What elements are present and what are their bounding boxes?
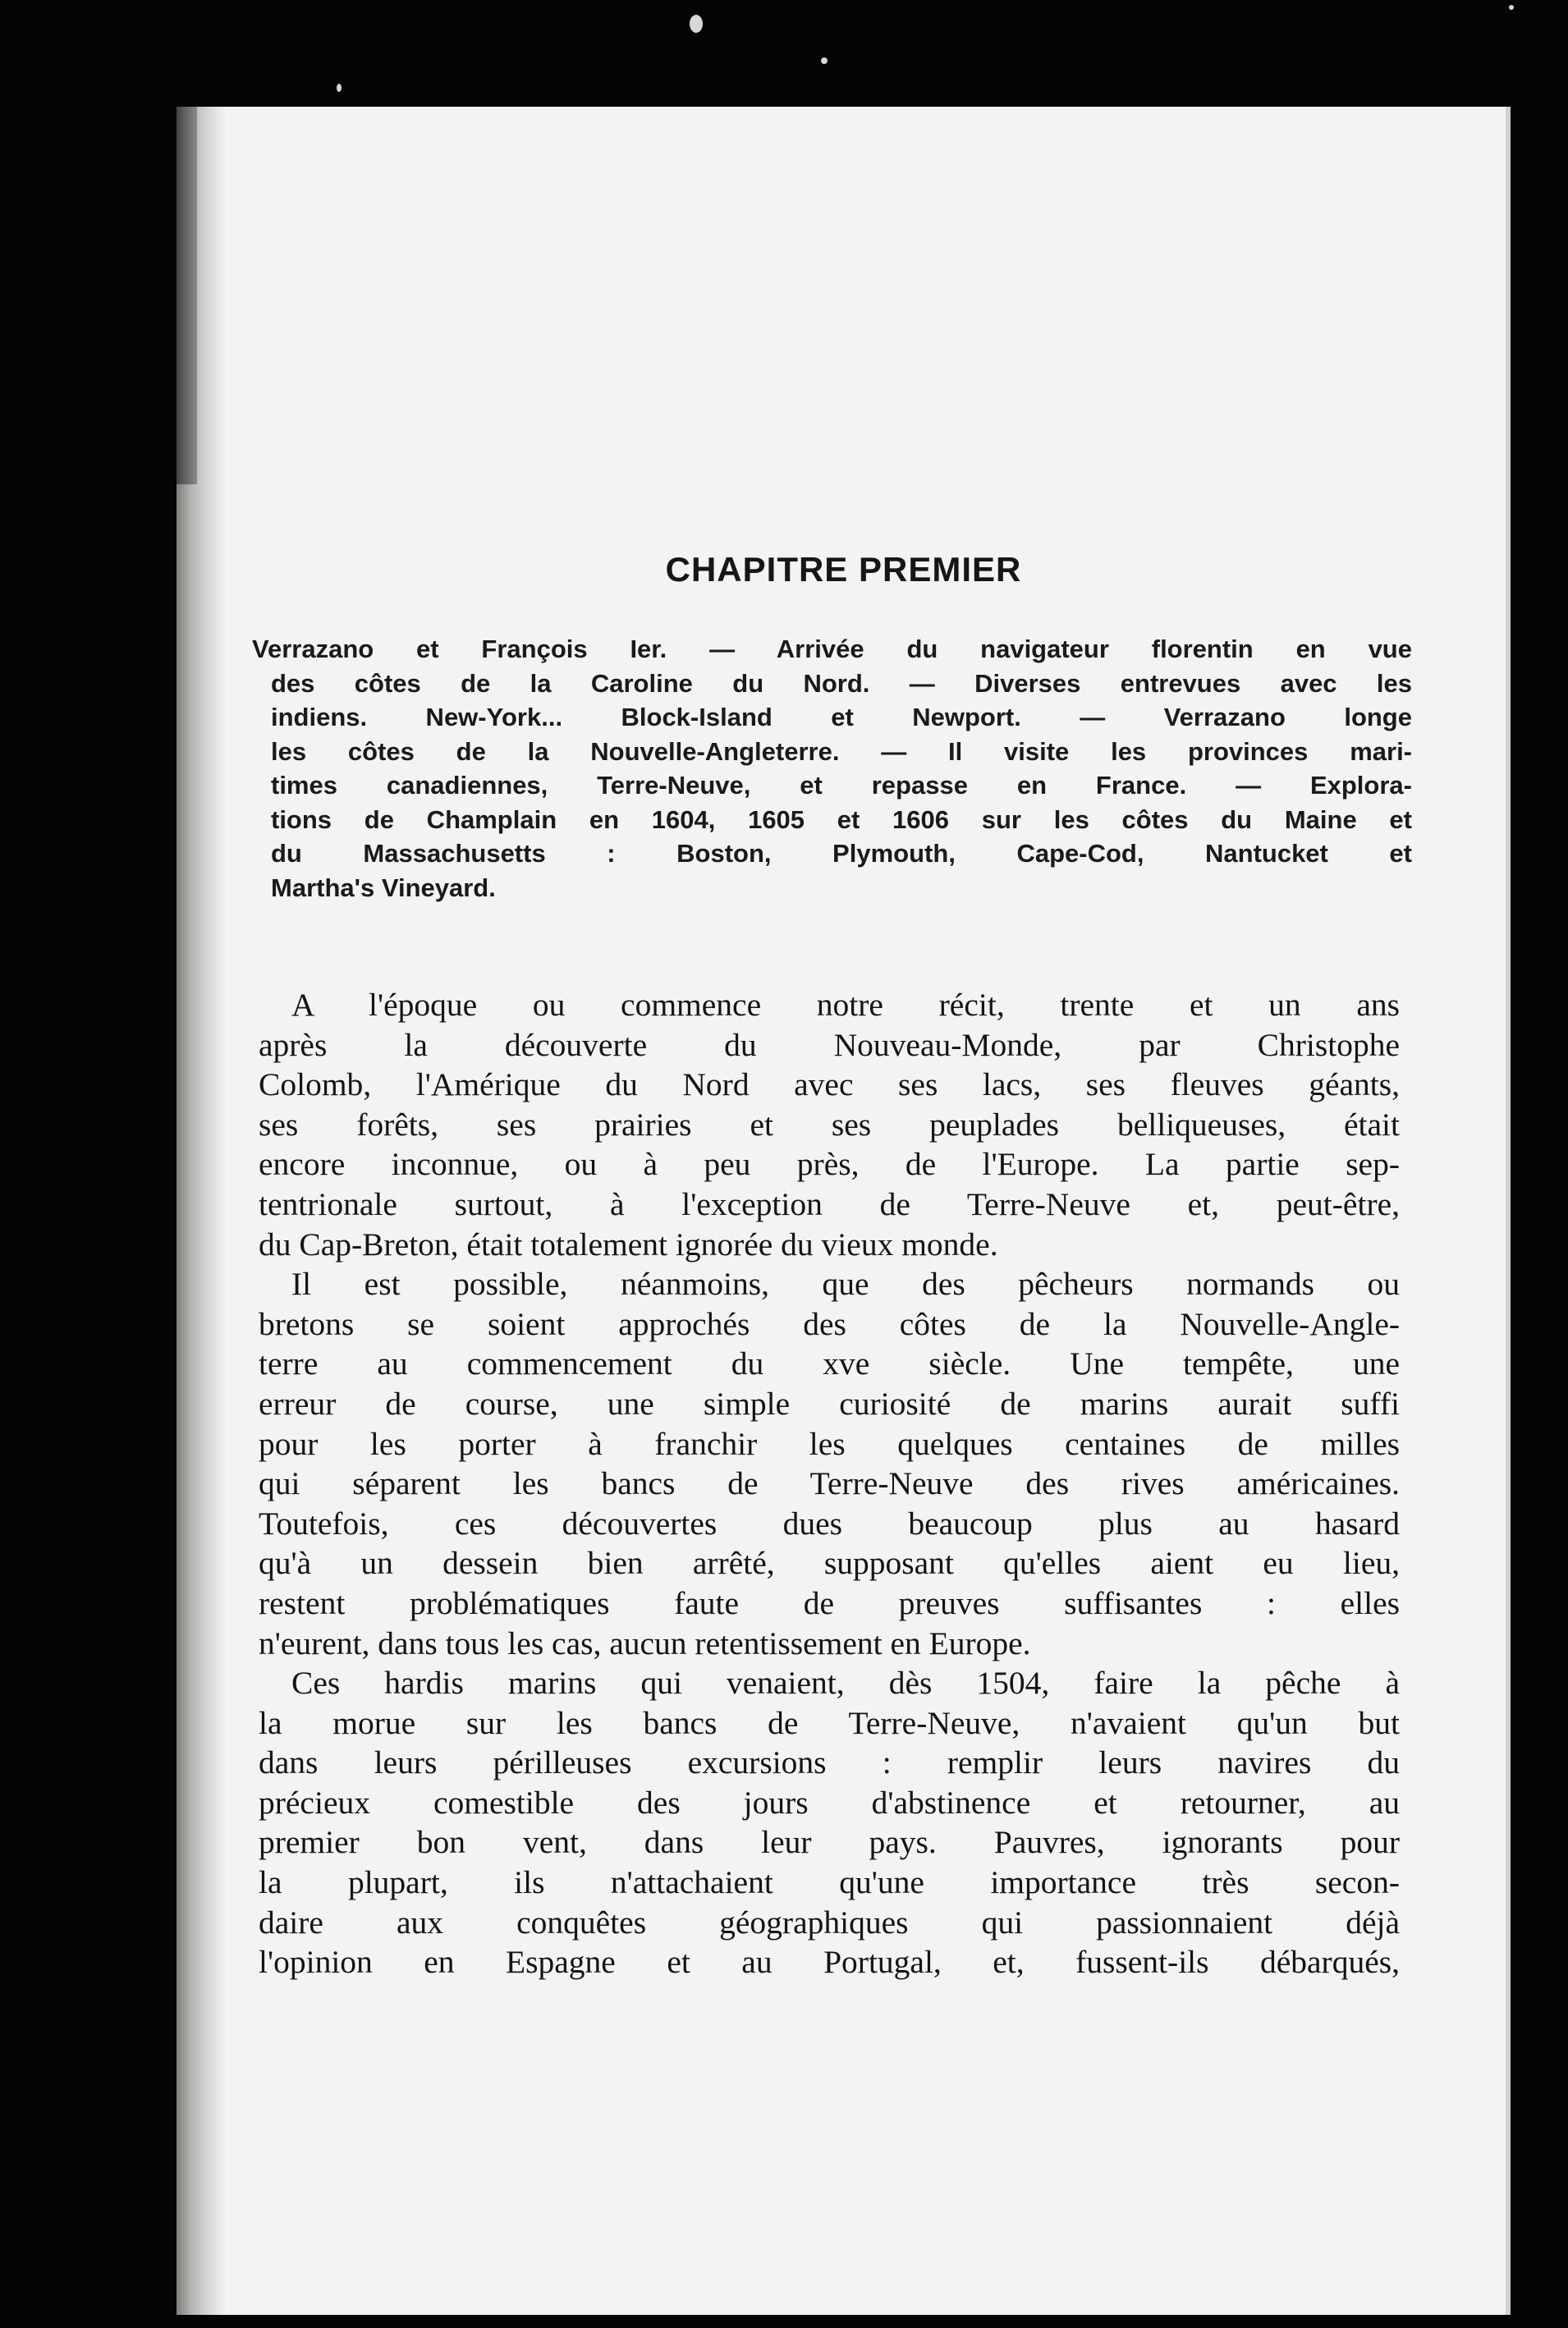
summary-line: du Massachusetts : Boston, Plymouth, Cape-Cod, Nantucket et: [271, 839, 1412, 868]
film-speck: [1509, 5, 1514, 10]
film-speck: [337, 84, 342, 92]
text-line: bretons se soient approchés des côtes de la Nouvelle-Angle-: [259, 1305, 1400, 1342]
summary-line: tions de Champlain en 1604, 1605 et 1606 sur les côtes du Maine et: [271, 804, 1412, 834]
summary-line: times canadiennes, Terre-Neuve, et repasse en France. — Explora-: [271, 771, 1412, 800]
summary-line: les côtes de la Nouvelle-Angleterre. — Il visite les provinces mari-: [271, 736, 1412, 766]
text-line: la plupart, ils n'attachaient qu'une importance très secon-: [259, 1864, 1400, 1901]
chapter-summary: [252, 632, 1412, 905]
paragraph: [259, 985, 1400, 1264]
text-line: premier bon vent, dans leur pays. Pauvres, ignorants pour: [259, 1824, 1400, 1861]
summary-line: Martha's Vineyard.: [271, 873, 496, 902]
text-line: après la découverte du Nouveau-Monde, par Christophe: [259, 1026, 1400, 1063]
text-line: Il est possible, néanmoins, que des pêcheurs normands ou: [291, 1266, 1400, 1303]
paragraph: [259, 1264, 1400, 1663]
summary-line: indiens. New-York... Block-Island et Newport. — Verrazano longe: [271, 703, 1412, 731]
text-line: n'eurent, dans tous les cas, aucun retentissement en Europe.: [259, 1625, 1031, 1661]
body-text: [259, 985, 1400, 1982]
book-page: [177, 107, 1511, 2315]
text-line: pour les porter à franchir les quelques centaines de milles: [259, 1425, 1400, 1462]
text-line: du Cap-Breton, était totalement ignorée du vieux monde.: [259, 1226, 998, 1263]
text-line: daire aux conquêtes géographiques qui passionnaient déjà: [259, 1904, 1400, 1941]
text-line: tentrionale surtout, à l'exception de Terre-Neuve et, peut-être,: [259, 1185, 1400, 1222]
text-line: précieux comestible des jours d'abstinence et retourner, au: [259, 1784, 1400, 1821]
text-line: terre au commencement du xve siècle. Une tempête, une: [259, 1345, 1400, 1382]
page-gutter-dark: [177, 107, 197, 484]
text-line: Toutefois, ces découvertes dues beaucoup plus au hasard: [259, 1505, 1400, 1542]
text-line: encore inconnue, ou à peu près, de l'Europe. La partie sep-: [259, 1146, 1400, 1183]
text-line: restent problématiques faute de preuves suffisantes : elles: [259, 1584, 1400, 1621]
summary-line: des côtes de la Caroline du Nord. — Diverses entrevues avec les: [271, 668, 1412, 698]
text-line: A l'époque ou commence notre récit, trente et un ans: [291, 987, 1400, 1023]
chapter-title: CHAPITRE PREMIER: [665, 550, 1022, 589]
text-line: qui séparent les bancs de Terre-Neuve des rives américaines.: [259, 1465, 1400, 1502]
film-speck: [821, 57, 828, 64]
text-line: la morue sur les bancs de Terre-Neuve, n'avaient qu'un but: [259, 1704, 1400, 1741]
film-speck: [690, 15, 703, 33]
text-line: l'opinion en Espagne et au Portugal, et, fussent-ils débarqués,: [259, 1944, 1400, 1981]
text-line: dans leurs périlleuses excursions : remplir leurs navires du: [259, 1744, 1400, 1781]
text-line: ses forêts, ses prairies et ses peuplades belliqueuses, était: [259, 1106, 1400, 1143]
text-line: Ces hardis marins qui venaient, dès 1504, faire la pêche à: [291, 1665, 1400, 1702]
text-line: qu'à un dessein bien arrêté, supposant qu'elles aient eu lieu,: [259, 1545, 1400, 1582]
text-line: erreur de course, une simple curiosité de marins aurait suffi: [259, 1385, 1400, 1422]
paragraph: [259, 1663, 1400, 1982]
summary-line: Verrazano et François Ier. — Arrivée du navigateur florentin en vue: [252, 635, 1412, 663]
page-right-edge: [1506, 107, 1511, 2315]
text-line: Colomb, l'Amérique du Nord avec ses lacs, ses fleuves géants,: [259, 1066, 1400, 1103]
